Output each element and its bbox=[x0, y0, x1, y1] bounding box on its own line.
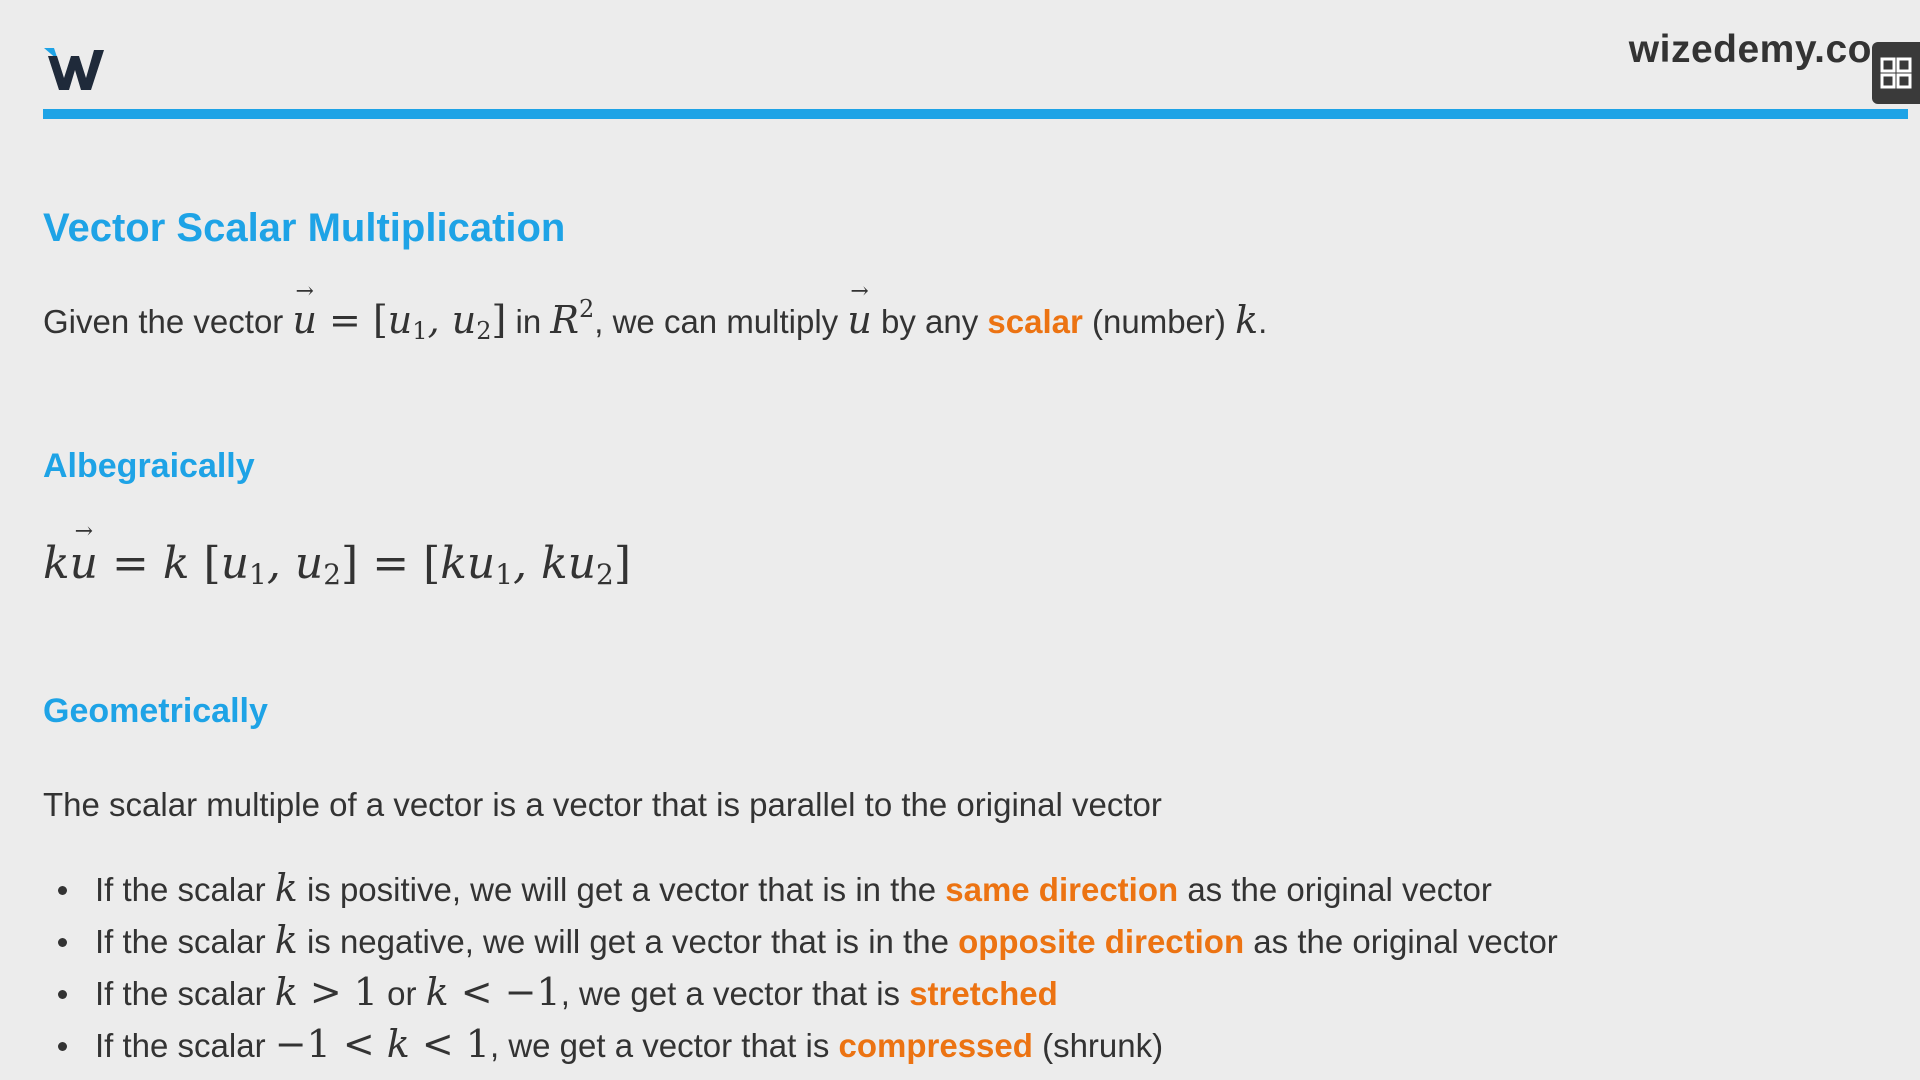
highlight-stretched: stretched bbox=[909, 975, 1058, 1012]
bullet-text: If the scalar bbox=[95, 1027, 275, 1064]
list-item bbox=[43, 914, 1558, 966]
intro-text-4: by any bbox=[871, 303, 988, 340]
geometric-paragraph: The scalar multiple of a vector is a vector that is parallel to the original vector bbox=[43, 786, 1162, 823]
list-item bbox=[43, 1018, 1558, 1070]
bullet-text: , we get a vector that is bbox=[560, 975, 910, 1012]
intro-text-2: in bbox=[506, 303, 551, 340]
r2-symbol: $R^2$ bbox=[550, 295, 595, 342]
intro-text-3: , we can multiply bbox=[594, 303, 848, 340]
intro-text-1: Given the vector bbox=[43, 303, 293, 340]
menu-button[interactable] bbox=[1872, 42, 1920, 104]
bullet-text: If the scalar bbox=[95, 975, 275, 1012]
page-title: Vector Scalar Multiplication bbox=[43, 206, 566, 250]
bullet-text: is positive, we will get a vector that is in the bbox=[297, 871, 946, 908]
inequality-k-less-neg1: k < −1 bbox=[425, 970, 561, 1014]
inequality-k-between: −1 < k < 1 bbox=[274, 1022, 490, 1066]
scalar-multiplication-formula: k→ u = k [$u_1$, $u_2] = [ku_1$, $ku_2$] bbox=[43, 538, 631, 591]
section-title-algebraic: Albegraically bbox=[43, 447, 255, 485]
scalar-k: k bbox=[274, 866, 298, 910]
bullet-text: or bbox=[377, 975, 426, 1012]
bullet-text: If the scalar bbox=[95, 871, 275, 908]
bullet-text: (shrunk) bbox=[1032, 1027, 1164, 1064]
wizedemy-logo-icon[interactable] bbox=[42, 44, 108, 92]
intro-text-6: . bbox=[1258, 303, 1268, 340]
section-title-geometric: Geometrically bbox=[43, 692, 268, 730]
intro-text-5: (number) bbox=[1082, 303, 1236, 340]
scalar-k: k bbox=[274, 918, 298, 962]
header-divider bbox=[43, 109, 1908, 119]
scalar-effects-list bbox=[43, 862, 1558, 1070]
site-header bbox=[0, 0, 1920, 125]
highlight-opposite-direction: opposite direction bbox=[958, 923, 1245, 960]
scalar-k: k bbox=[1235, 298, 1259, 342]
list-item bbox=[43, 862, 1558, 914]
bullet-text: as the original vector bbox=[1178, 871, 1492, 908]
list-item bbox=[43, 966, 1558, 1018]
highlight-same-direction: same direction bbox=[945, 871, 1179, 908]
scalar-highlight: scalar bbox=[987, 303, 1083, 340]
site-name[interactable]: wizedemy.co bbox=[1628, 28, 1872, 71]
bullet-text: If the scalar bbox=[95, 923, 275, 960]
vector-u: → u bbox=[847, 298, 871, 342]
highlight-compressed: compressed bbox=[838, 1027, 1033, 1064]
bullet-text: is negative, we will get a vector that is in the bbox=[297, 923, 959, 960]
bullet-text: , we get a vector that is bbox=[489, 1027, 839, 1064]
grid-icon bbox=[1880, 57, 1912, 89]
bullet-text: as the original vector bbox=[1244, 923, 1558, 960]
intro-paragraph bbox=[43, 295, 1267, 345]
inequality-k-greater-1: k > 1 bbox=[274, 970, 378, 1014]
vector-u-definition: → $u = [u_1$, $u_2$] bbox=[292, 298, 506, 342]
